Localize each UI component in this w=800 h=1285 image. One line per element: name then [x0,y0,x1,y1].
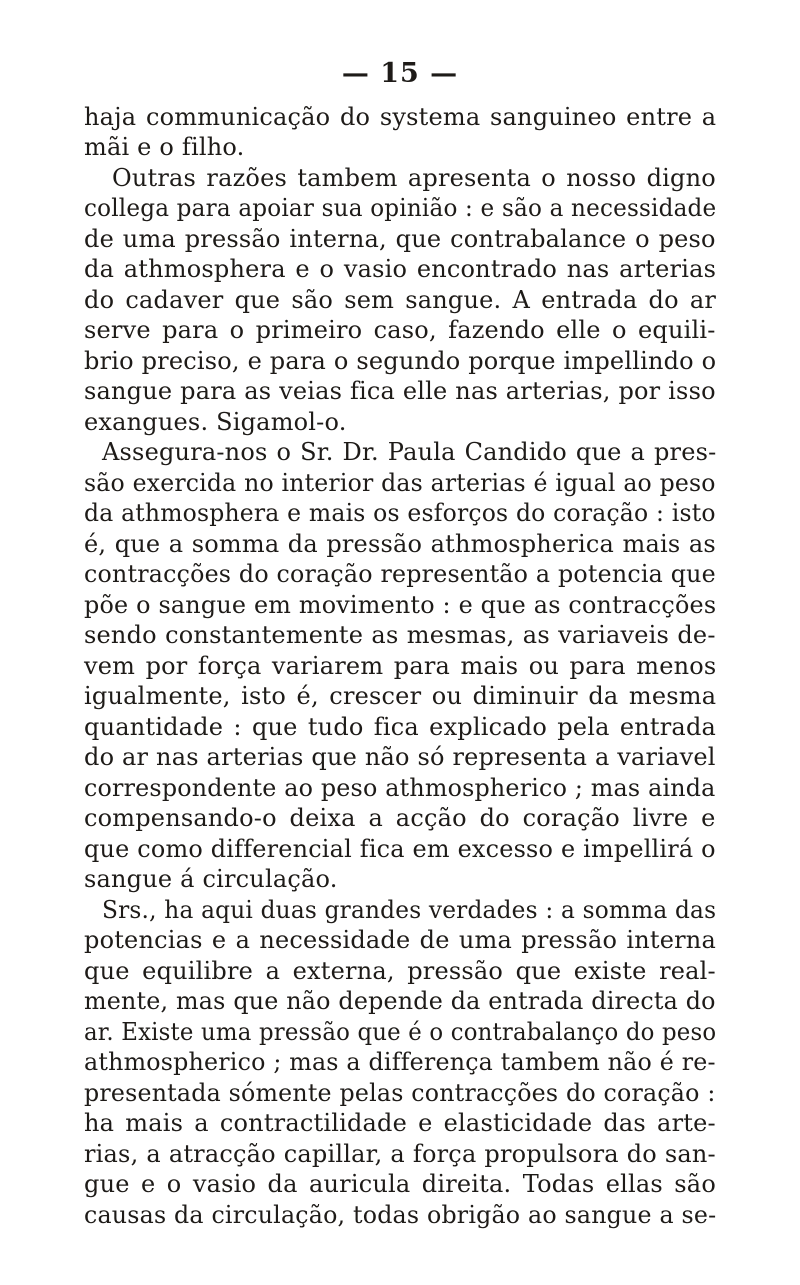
text-line: mãi e o filho. [84,133,245,161]
text-line: da athmosphera e mais os esforços do coração : isto [84,499,716,527]
text-line: sendo constantemente as mesmas, as variaveis de- [84,621,716,649]
text-line: é, que a somma da pressão athmospherica mais as [84,530,716,558]
text-line: são exercida no interior das arterias é igual ao peso [84,469,716,497]
text-line: sangue á circulação. [84,865,338,893]
text-line: Srs., ha aqui duas grandes verdades : a somma das [102,896,717,924]
text-line: vem por força variarem para mais ou para menos [84,652,717,680]
text-line: collega para apoiar sua opinião : e são a necessidade [84,194,717,222]
text-line: que equilibre a externa, pressão que existe real- [84,957,716,985]
text-line: correspondente ao peso athmospherico ; mas ainda [84,774,716,802]
text-line: Outras razões tambem apresenta o nosso digno [112,164,716,192]
text-line: mente, mas que não depende da entrada directa do [84,987,716,1015]
text-line: gue e o vasio da auricula direita. Todas ellas são [84,1170,716,1198]
text-line: ha mais a contractilidade e elasticidade das arte- [84,1109,716,1137]
text-line: potencias e a necessidade de uma pressão interna [84,926,716,954]
text-line: igualmente, isto é, crescer ou diminuir da mesma [84,682,717,710]
text-line: que como differencial fica em excesso e impellirá o [84,835,716,863]
text-line: brio preciso, e para o segundo porque impellindo o [84,347,717,375]
text-line: ar. Existe uma pressão que é o contrabalanço do peso [84,1018,717,1046]
text-line: quantidade : que tudo fica explicado pela entrada [84,713,717,741]
text-line: Assegura-nos o Sr. Dr. Paula Candido que a pres- [102,438,717,466]
text-line: do cadaver que são sem sangue. A entrada do ar [84,286,717,314]
text-line: põe o sangue em movimento : e que as contracções [84,591,717,619]
text-line: contracções do coração representão a potencia que [84,560,716,588]
text-line: rias, a atracção capillar, a força propulsora do san- [84,1140,716,1168]
text-line: haja communicação do systema sanguineo entre a [84,103,717,131]
text-line: sangue para as veias fica elle nas arterias, por isso [84,377,716,405]
text-line: do ar nas arterias que não só representa a variavel [84,743,716,771]
text-line: serve para o primeiro caso, fazendo elle o equili- [84,316,716,344]
text-line: da athmosphera e o vasio encontrado nas arterias [84,255,717,283]
text-line: causas da circulação, todas obrigão ao sangue a se- [84,1201,717,1229]
text-line: compensando-o deixa a acção do coração livre e [84,804,716,832]
text-line: athmospherico ; mas a differença tambem não é re- [84,1048,716,1076]
text-line: de uma pressão interna, que contrabalance o peso [84,225,716,253]
text-line: presentada sómente pelas contracções do coração : [84,1079,716,1107]
page-number: — 15 — [341,58,459,89]
text-line: exangues. Sigamol-o. [84,408,347,436]
